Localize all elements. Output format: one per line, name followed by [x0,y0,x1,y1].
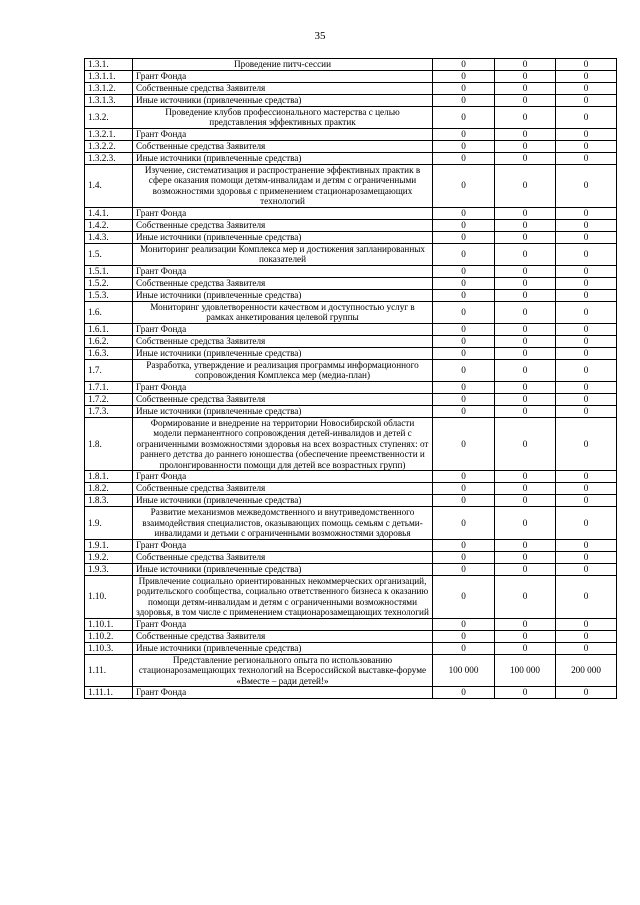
table-row [85,164,617,207]
row-name: Собственные средства Заявителя [133,219,433,231]
table-row [85,301,617,323]
table-row [85,687,617,699]
row-value-1: 0 [433,642,495,654]
row-name: Иные источники (привлеченные средства) [133,347,433,359]
row-value-2: 0 [495,106,556,128]
row-code: 1.9. [85,507,133,540]
row-value-1: 0 [433,82,495,94]
table-row [85,59,617,71]
table-row [85,94,617,106]
table-row [85,381,617,393]
row-code: 1.9.3. [85,563,133,575]
table-row [85,70,617,82]
row-name: Грант Фонда [133,471,433,483]
row-value-2: 0 [495,219,556,231]
row-value-2: 0 [495,152,556,164]
row-value-3: 0 [556,140,617,152]
row-value-2: 0 [495,507,556,540]
row-value-3: 0 [556,106,617,128]
row-value-2: 0 [495,630,556,642]
row-value-2: 0 [495,381,556,393]
row-value-3: 0 [556,335,617,347]
row-value-2: 0 [495,471,556,483]
row-name: Мониторинг удовлетворенности качеством и доступностью услуг в рамках анкетирования целевой группы [133,301,433,323]
row-code: 1.5.1. [85,265,133,277]
table-row [85,393,617,405]
row-value-3: 0 [556,207,617,219]
row-value-3: 0 [556,507,617,540]
row-code: 1.3.1.3. [85,94,133,106]
row-value-1: 0 [433,219,495,231]
row-value-1: 0 [433,417,495,471]
row-value-3: 0 [556,563,617,575]
table-row [85,507,617,540]
row-value-3: 0 [556,539,617,551]
row-code: 1.6.2. [85,335,133,347]
row-name: Грант Фонда [133,70,433,82]
row-value-1: 0 [433,323,495,335]
row-value-1: 0 [433,94,495,106]
row-value-2: 0 [495,539,556,551]
table-row [85,82,617,94]
row-name: Проведение питч-сессии [133,59,433,71]
row-value-2: 0 [495,551,556,563]
row-value-3: 0 [556,381,617,393]
row-value-1: 0 [433,381,495,393]
row-code: 1.3.1.1. [85,70,133,82]
row-name: Развитие механизмов межведомственного и внутриведомственного взаимодействия специалистов, оказывающих помощь семьям с детьми-инвалидами и детьми с ограниченными возможностями здоровья [133,507,433,540]
row-name: Иные источники (привлеченные средства) [133,94,433,106]
row-value-2: 0 [495,94,556,106]
table-row [85,152,617,164]
row-name: Проведение клубов профессионального мастерства с целью представления эффективных практик [133,106,433,128]
row-value-1: 0 [433,243,495,265]
row-value-2: 0 [495,563,556,575]
row-value-1: 0 [433,495,495,507]
row-value-1: 0 [433,575,495,618]
row-value-1: 0 [433,471,495,483]
row-value-1: 0 [433,140,495,152]
budget-table-body [85,59,617,699]
table-row [85,323,617,335]
row-code: 1.8.1. [85,471,133,483]
row-value-2: 100 000 [495,654,556,687]
row-value-1: 0 [433,618,495,630]
row-code: 1.6.1. [85,323,133,335]
row-value-3: 0 [556,289,617,301]
row-value-3: 0 [556,277,617,289]
row-value-2: 0 [495,289,556,301]
table-row [85,277,617,289]
row-value-3: 0 [556,417,617,471]
row-name: Представление регионального опыта по использованию стационарозамещающих технологий на Всероссийской выставке-форуме «Вместе – ради детей!» [133,654,433,687]
row-value-1: 0 [433,207,495,219]
row-value-1: 0 [433,551,495,563]
row-value-2: 0 [495,243,556,265]
row-value-3: 0 [556,94,617,106]
row-name: Грант Фонда [133,539,433,551]
row-value-3: 0 [556,243,617,265]
row-name: Грант Фонда [133,265,433,277]
table-row [85,359,617,381]
row-value-3: 0 [556,70,617,82]
row-code: 1.10.2. [85,630,133,642]
row-value-3: 0 [556,630,617,642]
row-code: 1.7.1. [85,381,133,393]
table-row [85,106,617,128]
row-value-2: 0 [495,164,556,207]
row-name: Грант Фонда [133,128,433,140]
row-value-1: 0 [433,277,495,289]
row-value-3: 0 [556,393,617,405]
row-value-1: 0 [433,70,495,82]
row-name: Иные источники (привлеченные средства) [133,495,433,507]
row-value-2: 0 [495,483,556,495]
row-code: 1.10.1. [85,618,133,630]
row-value-2: 0 [495,642,556,654]
table-row [85,654,617,687]
row-code: 1.6.3. [85,347,133,359]
row-name: Разработка, утверждение и реализация программы информационного сопровождения Комплекса мер (медиа-план) [133,359,433,381]
row-value-1: 0 [433,289,495,301]
row-name: Иные источники (привлеченные средства) [133,289,433,301]
row-code: 1.7.2. [85,393,133,405]
row-code: 1.3.1.2. [85,82,133,94]
table-row [85,347,617,359]
row-value-3: 200 000 [556,654,617,687]
row-code: 1.8.2. [85,483,133,495]
row-value-3: 0 [556,575,617,618]
row-name: Привлечение социально ориентированных некоммерческих организаций, родительского сообщества, социально ответственного бизнеса к оказанию помощи детям-инвалидам и детям с ограниченными возможностями здоровья, в том числе с применением стационарозамещающих технологий [133,575,433,618]
row-name: Собственные средства Заявителя [133,82,433,94]
table-row [85,128,617,140]
row-name: Грант Фонда [133,381,433,393]
row-value-2: 0 [495,70,556,82]
table-row [85,231,617,243]
table-row [85,539,617,551]
row-name: Иные источники (привлеченные средства) [133,642,433,654]
row-code: 1.7. [85,359,133,381]
table-row [85,289,617,301]
row-value-1: 0 [433,106,495,128]
row-value-3: 0 [556,164,617,207]
table-row [85,471,617,483]
row-value-2: 0 [495,687,556,699]
row-value-3: 0 [556,82,617,94]
table-row [85,630,617,642]
row-value-1: 0 [433,483,495,495]
row-code: 1.9.1. [85,539,133,551]
row-value-1: 0 [433,563,495,575]
table-row [85,207,617,219]
row-code: 1.4.3. [85,231,133,243]
table-row [85,417,617,471]
table-row [85,575,617,618]
table-row [85,551,617,563]
row-value-1: 0 [433,128,495,140]
row-value-2: 0 [495,128,556,140]
table-row [85,265,617,277]
budget-table [84,58,617,699]
row-code: 1.6. [85,301,133,323]
row-value-2: 0 [495,323,556,335]
row-value-2: 0 [495,231,556,243]
row-code: 1.5. [85,243,133,265]
row-name: Собственные средства Заявителя [133,335,433,347]
row-value-3: 0 [556,59,617,71]
row-name: Иные источники (привлеченные средства) [133,231,433,243]
row-value-3: 0 [556,471,617,483]
row-value-1: 0 [433,335,495,347]
row-code: 1.7.3. [85,405,133,417]
row-value-1: 0 [433,405,495,417]
row-code: 1.3.2.1. [85,128,133,140]
row-value-1: 0 [433,152,495,164]
row-code: 1.10. [85,575,133,618]
row-value-2: 0 [495,277,556,289]
row-value-1: 0 [433,687,495,699]
row-name: Собственные средства Заявителя [133,551,433,563]
row-value-3: 0 [556,687,617,699]
row-value-2: 0 [495,417,556,471]
row-code: 1.8. [85,417,133,471]
table-row [85,243,617,265]
row-name: Мониторинг реализации Комплекса мер и достижения запланированных показателей [133,243,433,265]
table-row [85,335,617,347]
row-value-2: 0 [495,618,556,630]
row-name: Изучение, систематизация и распространение эффективных практик в сфере оказания помощи детям-инвалидам и детям с ограниченными возможностями здоровья с применением стационарозамещающих технологий [133,164,433,207]
row-name: Собственные средства Заявителя [133,277,433,289]
table-row [85,405,617,417]
row-value-1: 0 [433,630,495,642]
row-value-2: 0 [495,359,556,381]
row-value-3: 0 [556,265,617,277]
row-name: Грант Фонда [133,323,433,335]
row-value-3: 0 [556,301,617,323]
row-value-1: 0 [433,359,495,381]
row-name: Собственные средства Заявителя [133,483,433,495]
table-row [85,219,617,231]
row-code: 1.11. [85,654,133,687]
row-code: 1.4. [85,164,133,207]
row-value-2: 0 [495,207,556,219]
row-value-2: 0 [495,335,556,347]
row-code: 1.4.2. [85,219,133,231]
row-code: 1.9.2. [85,551,133,563]
table-row [85,618,617,630]
row-value-3: 0 [556,231,617,243]
row-name: Грант Фонда [133,207,433,219]
row-value-1: 0 [433,231,495,243]
row-value-2: 0 [495,347,556,359]
row-value-3: 0 [556,405,617,417]
row-code: 1.8.3. [85,495,133,507]
row-value-2: 0 [495,265,556,277]
row-name: Иные источники (привлеченные средства) [133,405,433,417]
row-value-1: 100 000 [433,654,495,687]
page-number: 35 [314,30,326,42]
row-value-3: 0 [556,128,617,140]
table-row [85,563,617,575]
row-value-3: 0 [556,323,617,335]
row-code: 1.10.3. [85,642,133,654]
table-row [85,495,617,507]
row-value-1: 0 [433,164,495,207]
row-value-2: 0 [495,405,556,417]
row-code: 1.3.2. [85,106,133,128]
row-value-1: 0 [433,393,495,405]
row-value-3: 0 [556,347,617,359]
row-name: Грант Фонда [133,687,433,699]
row-code: 1.4.1. [85,207,133,219]
row-name: Формирование и внедрение на территории Новосибирской области модели перманентного сопровождения детей-инвалидов и детей с ограниченными возможностями здоровья на всех возрастных ступенях: от раннего детства до раннего юношества (обеспечение преемственности и пролонгированности помощи для детей все возрастных групп) [133,417,433,471]
row-name: Собственные средства Заявителя [133,630,433,642]
table-row [85,140,617,152]
row-code: 1.5.3. [85,289,133,301]
row-code: 1.3.2.3. [85,152,133,164]
row-code: 1.3.1. [85,59,133,71]
row-value-3: 0 [556,495,617,507]
row-value-2: 0 [495,575,556,618]
row-value-3: 0 [556,642,617,654]
row-name: Грант Фонда [133,618,433,630]
row-value-1: 0 [433,507,495,540]
table-row [85,483,617,495]
row-value-1: 0 [433,265,495,277]
row-value-2: 0 [495,82,556,94]
row-value-2: 0 [495,140,556,152]
row-name: Иные источники (привлеченные средства) [133,563,433,575]
row-value-2: 0 [495,59,556,71]
row-value-3: 0 [556,219,617,231]
row-value-2: 0 [495,495,556,507]
row-name: Иные источники (привлеченные средства) [133,152,433,164]
table-row [85,642,617,654]
row-value-1: 0 [433,301,495,323]
row-code: 1.11.1. [85,687,133,699]
row-code: 1.3.2.2. [85,140,133,152]
row-value-3: 0 [556,359,617,381]
row-value-3: 0 [556,618,617,630]
row-name: Собственные средства Заявителя [133,393,433,405]
row-code: 1.5.2. [85,277,133,289]
row-value-2: 0 [495,301,556,323]
row-value-1: 0 [433,347,495,359]
row-value-3: 0 [556,152,617,164]
row-value-2: 0 [495,393,556,405]
row-value-3: 0 [556,483,617,495]
row-value-3: 0 [556,551,617,563]
row-value-1: 0 [433,59,495,71]
row-value-1: 0 [433,539,495,551]
row-name: Собственные средства Заявителя [133,140,433,152]
